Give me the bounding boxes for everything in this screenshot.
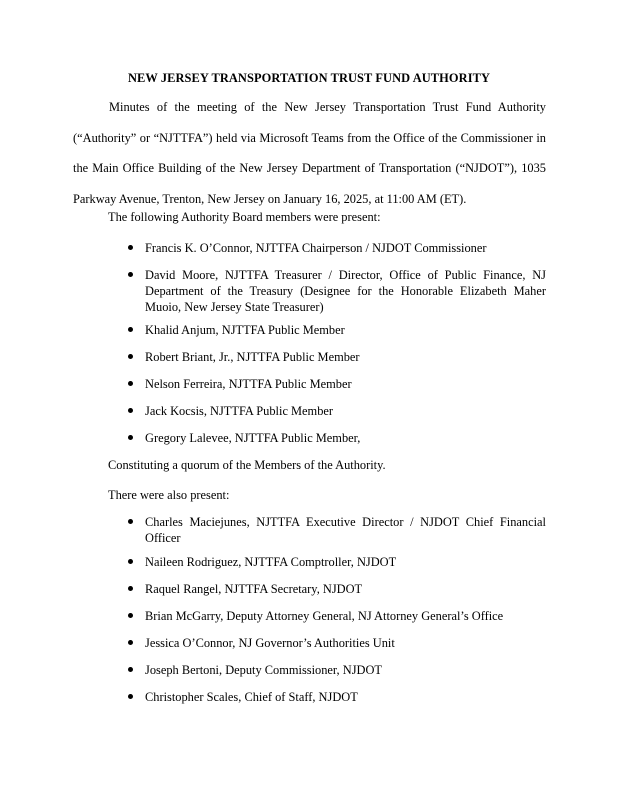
document-title: NEW JERSEY TRANSPORTATION TRUST FUND AUTHORITY [127,71,491,85]
bullet-icon [128,327,133,332]
bullet-icon [128,272,133,277]
bullet-icon [128,694,133,699]
bullet-icon [128,381,133,386]
list-item: Naileen Rodriguez, NJTTFA Comptroller, NJDOT [145,554,546,570]
bullet-icon [128,559,133,564]
list-item: Gregory Lalevee, NJTTFA Public Member, [145,430,546,446]
bullet-icon [128,640,133,645]
bullet-icon [128,408,133,413]
list-item: Christopher Scales, Chief of Staff, NJDOT [145,689,546,705]
list-item: Francis K. O’Connor, NJTTFA Chairperson / NJDOT Commissioner [145,240,546,256]
bullet-icon [128,435,133,440]
list-item: Robert Briant, Jr., NJTTFA Public Member [145,349,546,365]
bullet-icon [128,586,133,591]
list-item: Nelson Ferreira, NJTTFA Public Member [145,376,546,392]
list-item: Joseph Bertoni, Deputy Commissioner, NJDOT [145,662,546,678]
also-present-heading: There were also present: [108,488,230,502]
list-item: Khalid Anjum, NJTTFA Public Member [145,322,546,338]
board-heading: The following Authority Board members were present: [108,210,381,224]
list-item: Jessica O’Connor, NJ Governor’s Authorities Unit [145,635,546,651]
bullet-icon [128,354,133,359]
list-item: Jack Kocsis, NJTTFA Public Member [145,403,546,419]
list-item: David Moore, NJTTFA Treasurer / Director, Office of Public Finance, NJ Department of the Treasury (Designee for the Honorable Elizabeth Maher Muoio, New Jersey State Treasurer) [145,267,546,315]
bullet-icon [128,667,133,672]
list-item: Brian McGarry, Deputy Attorney General, NJ Attorney General’s Office [145,608,546,624]
bullet-icon [128,613,133,618]
list-item: Raquel Rangel, NJTTFA Secretary, NJDOT [145,581,546,597]
quorum-statement: Constituting a quorum of the Members of the Authority. [108,458,386,472]
intro-paragraph [73,92,546,214]
bullet-icon [128,245,133,250]
intro-text: Minutes of the meeting of the New Jersey Transportation Trust Fund Authority (“Authority” or “NJTTFA”) held via Microsoft Teams from the Office of the Commissioner in the Main Office Building of the New Jersey Department of Transportation (“NJDOT”), 1035 Parkway Avenue, Trenton, New Jersey on January 16, 2025, at 11:00 AM (ET). [73,100,546,206]
list-item: Charles Maciejunes, NJTTFA Executive Director / NJDOT Chief Financial Officer [145,514,546,546]
bullet-icon [128,519,133,524]
